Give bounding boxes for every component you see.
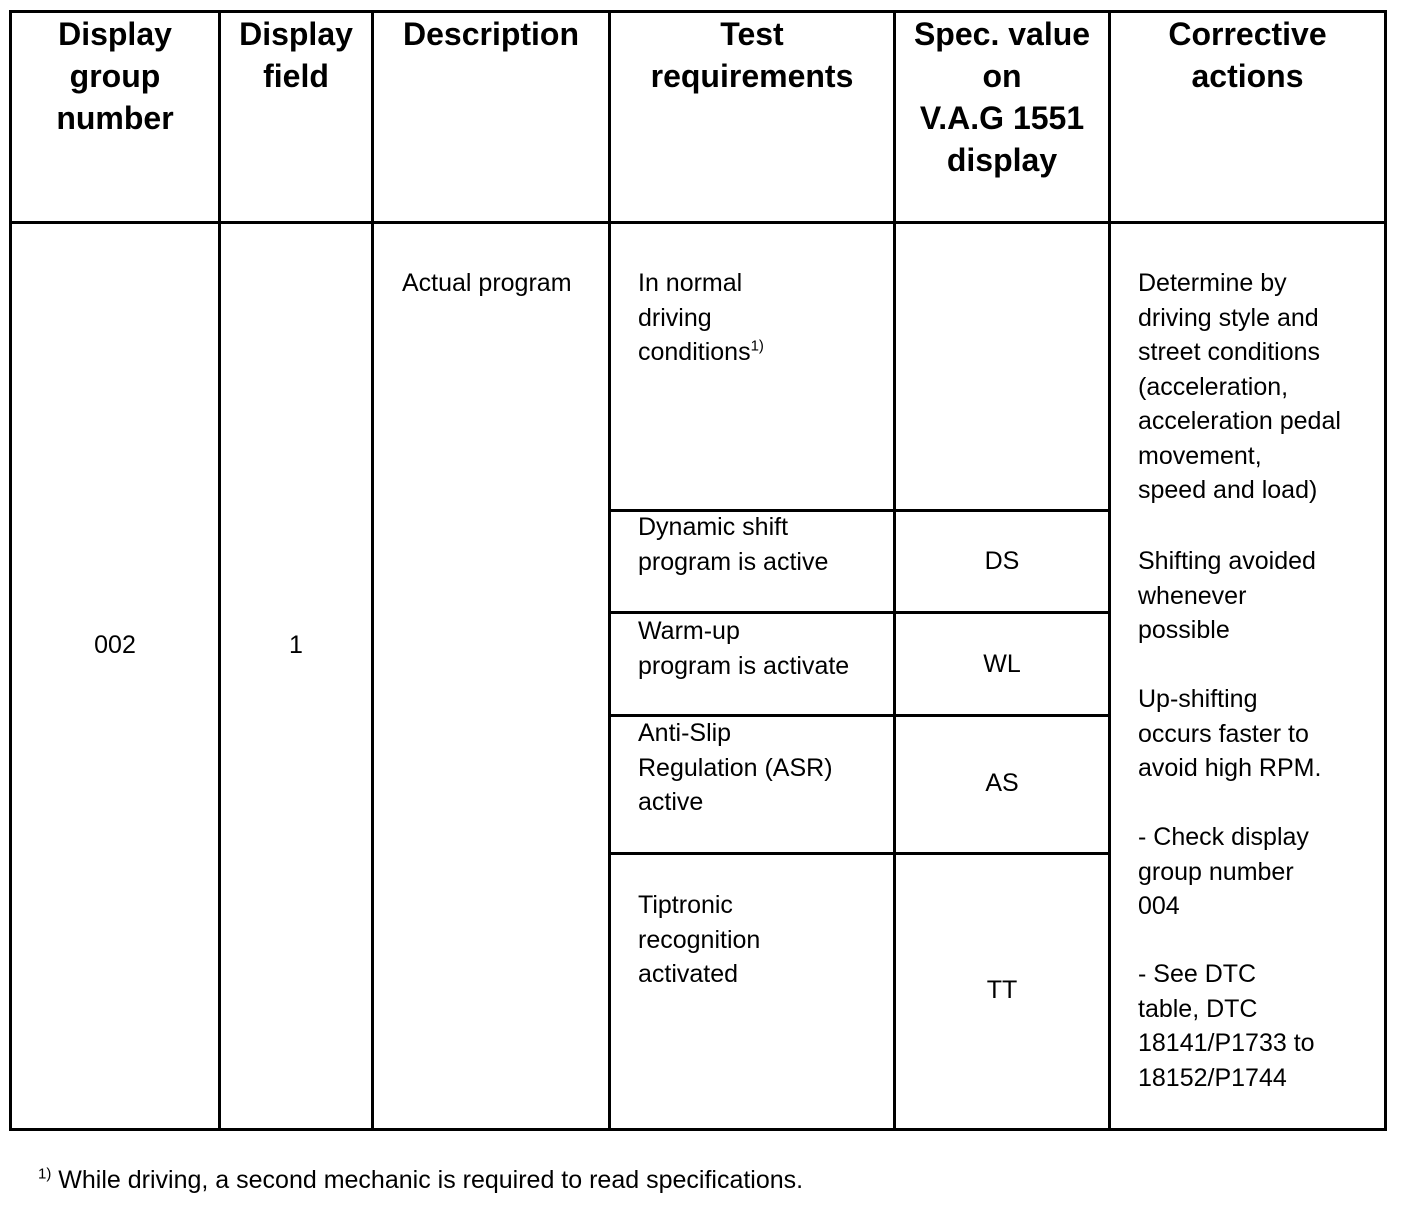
header-divider [9,221,1387,224]
row-divider [608,852,1111,855]
requirement-text: In normal driving conditions [638,269,751,366]
col-divider [608,10,611,1131]
header-description: Description [402,16,580,52]
spec-value-tt: TT [986,976,1018,1004]
footnote-ref: 1) [750,337,764,355]
requirement-warm-up: Warm-up program is activate [638,617,850,680]
requirement-anti-slip: Anti-Slip Regulation (ASR) active [638,719,833,816]
col-divider [371,10,374,1131]
requirement-dynamic-shift: Dynamic shift program is active [638,513,829,576]
spec-value-as: AS [985,769,1019,797]
footnote-text: While driving, a second mechanic is required to read specifications. [51,1166,804,1194]
col-divider [1108,10,1111,1131]
header-display-field: Display field [239,16,353,94]
header-corrective-actions: Corrective actions [1168,16,1327,94]
spec-value-ds: DS [984,547,1020,575]
requirement-normal-driving [638,266,764,370]
corrective-action-determine: Determine by driving style and street conditions (acceleration, acceleration pedal movement, speed and load) [1138,269,1341,504]
corrective-action-see-dtc: - See DTC table, DTC 18141/P1733 to 18152/P1744 [1138,960,1315,1092]
col-divider [218,10,221,1131]
footnote-marker: 1) [38,1165,52,1183]
header-display-group-number: Display group number [56,16,174,136]
requirement-tiptronic: Tiptronic recognition activated [638,891,761,988]
display-group-number-cell: 002 [94,631,136,659]
corrective-action-up-shifting: Up-shifting occurs faster to avoid high RPM. [1138,685,1322,782]
description-cell: Actual program [402,269,572,297]
footnote [38,1163,803,1197]
corrective-action-check-group: - Check display group number 004 [1138,823,1309,920]
header-test-requirements: Test requirements [650,16,854,94]
header-spec-value: Spec. value on V.A.G 1551 display [913,16,1091,178]
spec-value-wl: WL [983,650,1021,678]
display-field-cell: 1 [289,631,303,659]
corrective-action-shifting-avoided: Shifting avoided whenever possible [1138,547,1316,644]
